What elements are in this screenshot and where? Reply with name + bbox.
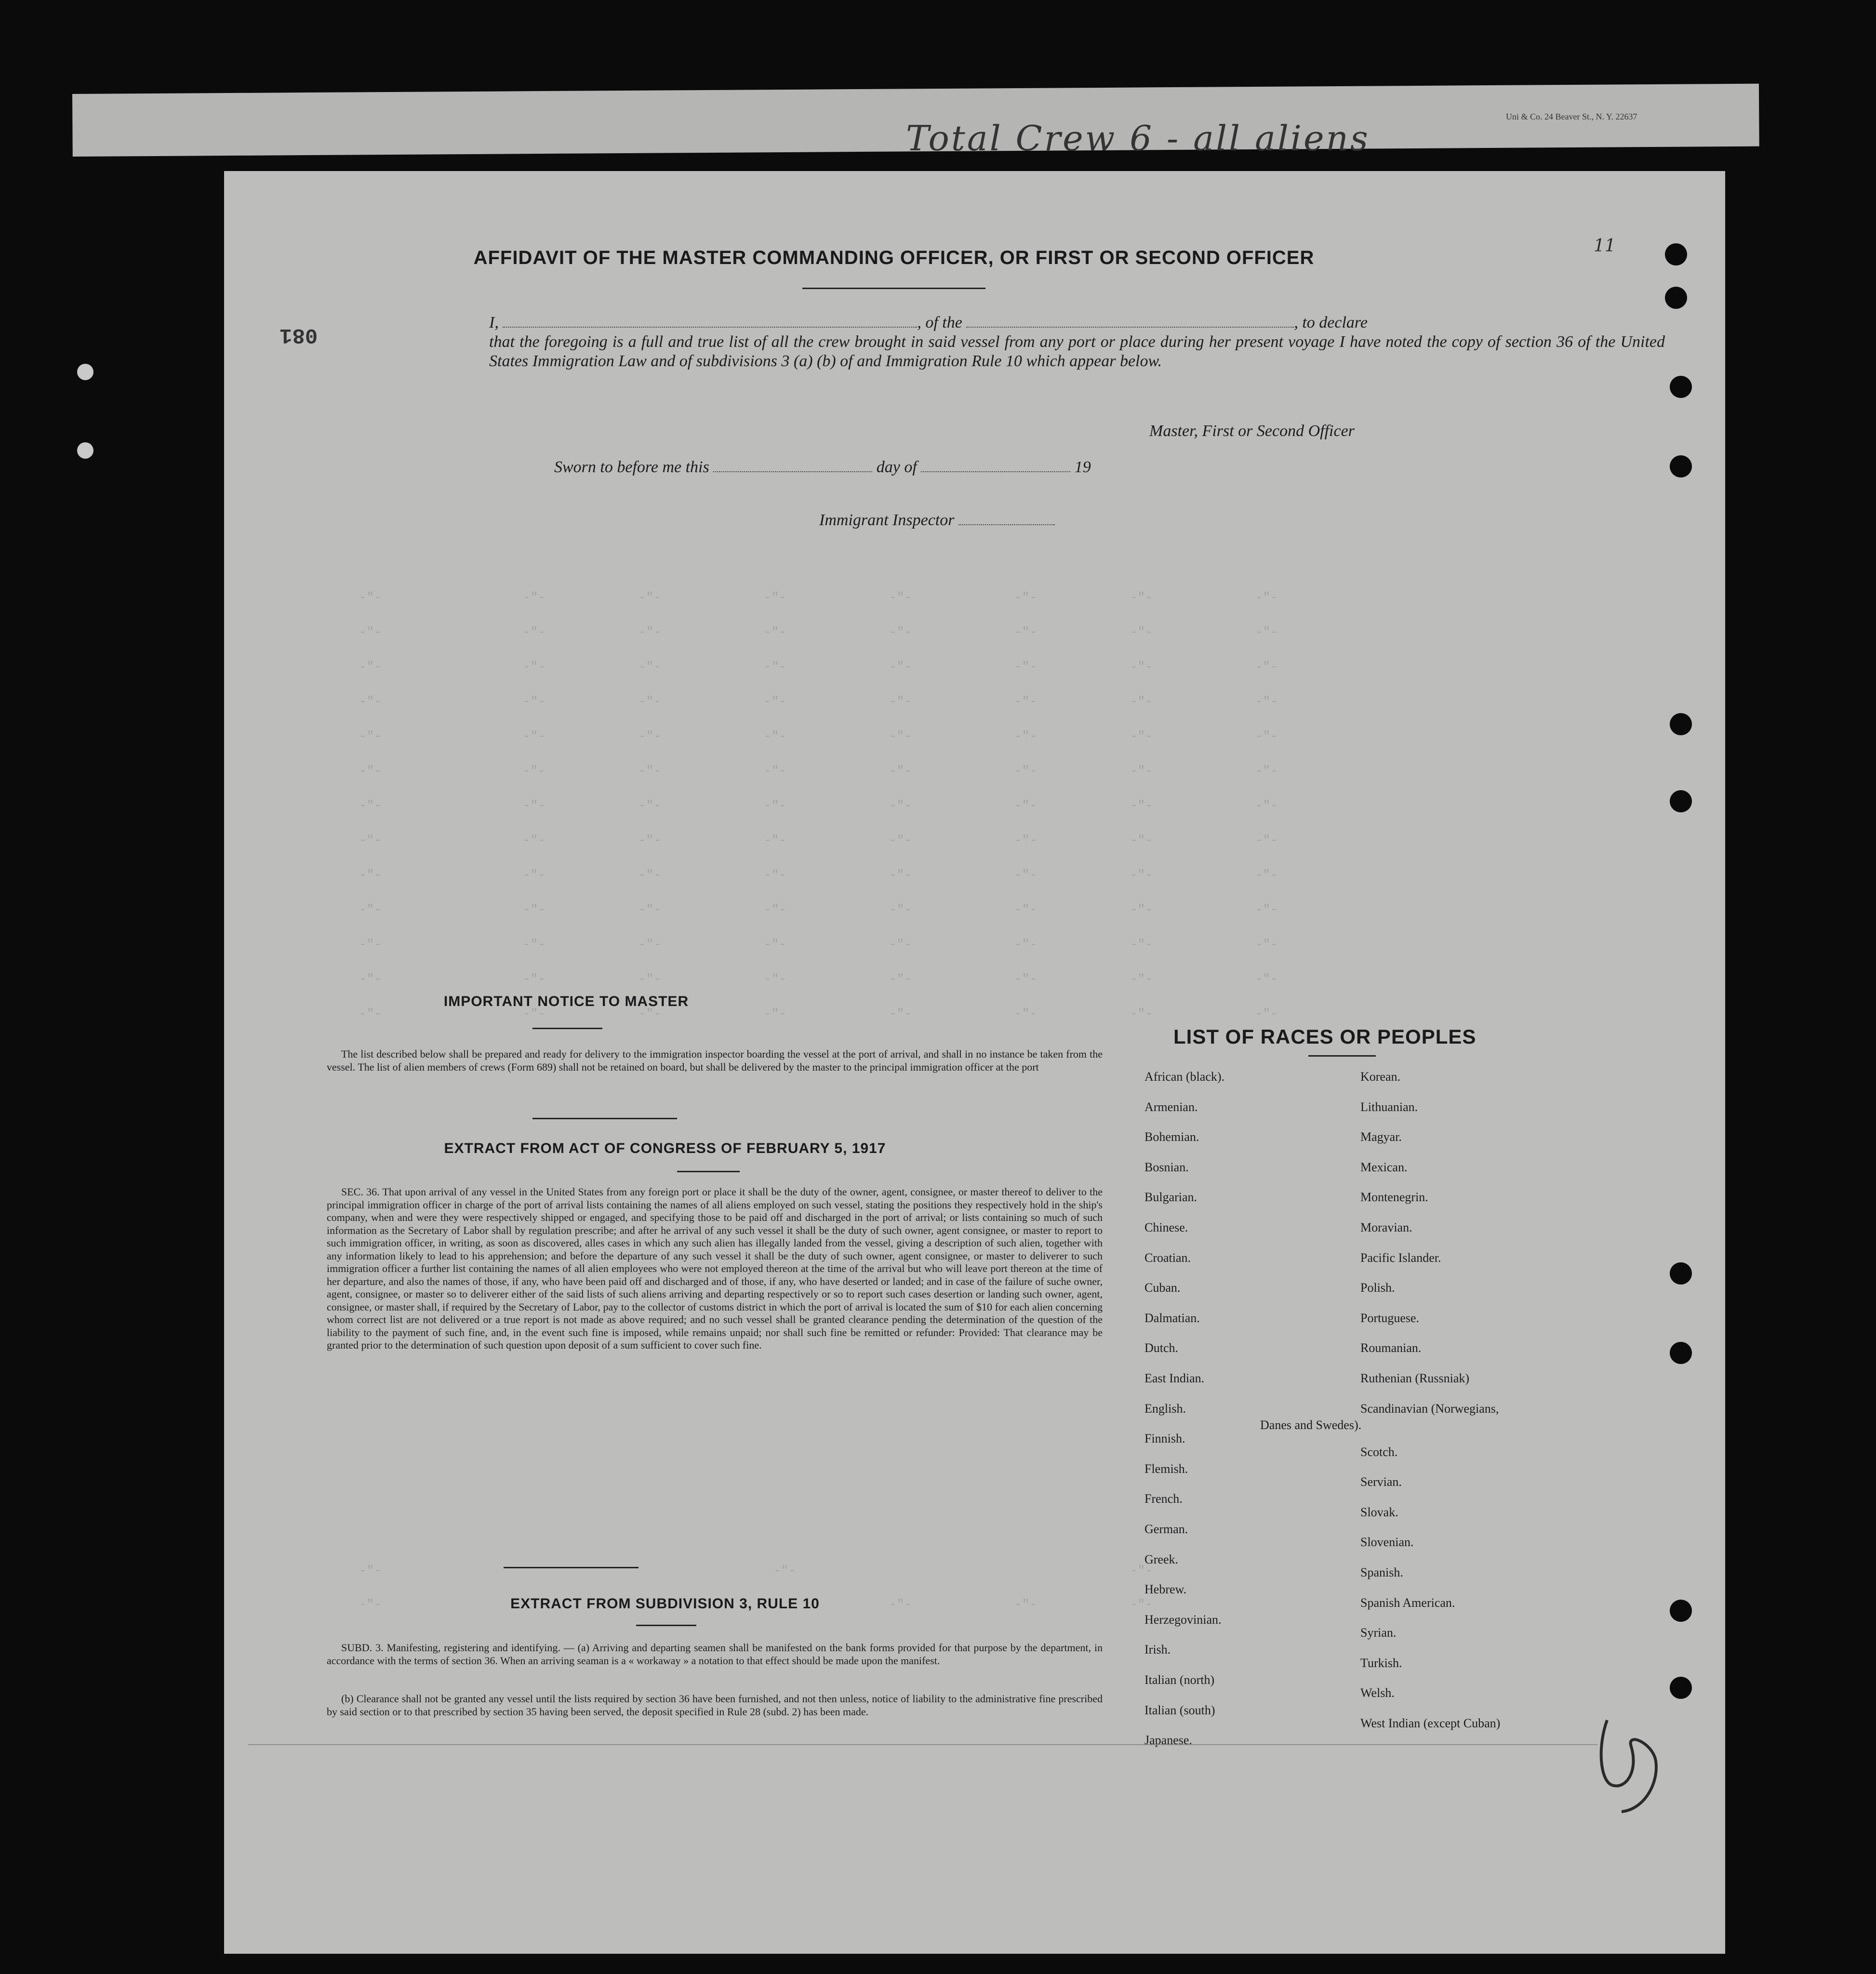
- bleedthrough-ditto: -"-: [639, 625, 661, 639]
- bleedthrough-ditto: -"-: [359, 833, 382, 848]
- bleedthrough-ditto: -"-: [889, 694, 912, 709]
- race-entry: Irish.: [1144, 1643, 1171, 1657]
- bleedthrough-ditto: -"-: [359, 694, 382, 709]
- race-entry: Herzegovinian.: [1144, 1612, 1222, 1627]
- bleedthrough-ditto: -"-: [1014, 937, 1037, 952]
- bleedthrough-ditto: -"-: [889, 798, 912, 813]
- bleedthrough-ditto: -"-: [523, 833, 546, 848]
- races-title: LIST OF RACES OR PEOPLES: [1173, 1025, 1477, 1048]
- binder-hole: [1670, 1677, 1692, 1699]
- bleedthrough-ditto: -"-: [1130, 1597, 1153, 1612]
- bleedthrough-ditto: -"-: [523, 937, 546, 952]
- bleedthrough-ditto: -"-: [889, 937, 912, 952]
- bleedthrough-ditto: -"-: [1255, 625, 1278, 639]
- race-entry: Korean.: [1360, 1070, 1401, 1084]
- binder-hole: [1670, 1262, 1692, 1285]
- bleedthrough-ditto: -"-: [1130, 590, 1153, 605]
- bleedthrough-ditto: -"-: [1130, 729, 1153, 743]
- bleedthrough-ditto: -"-: [1255, 868, 1278, 882]
- bleedthrough-ditto: -"-: [889, 1597, 912, 1612]
- bleedthrough-ditto: -"-: [1014, 902, 1037, 917]
- bleedthrough-ditto: -"-: [1255, 590, 1278, 605]
- bleedthrough-ditto: -"-: [1130, 660, 1153, 674]
- race-entry: Cuban.: [1144, 1281, 1181, 1295]
- bleedthrough-ditto: -"-: [359, 1007, 382, 1021]
- sworn-date-field: [713, 471, 872, 472]
- bleedthrough-ditto: -"-: [1130, 833, 1153, 848]
- race-entry: Scandinavian (Norwegians,: [1360, 1401, 1499, 1416]
- bleedthrough-ditto: -"-: [764, 729, 786, 743]
- inspector-caption: Immigrant Inspector: [819, 511, 955, 529]
- bleedthrough-ditto: -"-: [1255, 694, 1278, 709]
- of-the-text: , of the: [917, 314, 962, 331]
- bleedthrough-ditto: -"-: [764, 764, 786, 778]
- bleedthrough-ditto: -"-: [639, 937, 661, 952]
- bleedthrough-ditto: -"-: [764, 590, 786, 605]
- bleedthrough-ditto: -"-: [1014, 625, 1037, 639]
- bleedthrough-ditto: -"-: [359, 937, 382, 952]
- race-entry: Hebrew.: [1144, 1582, 1187, 1597]
- binder-hole: [1665, 243, 1687, 265]
- corner-page-mark: 11: [1594, 236, 1616, 256]
- rule-title-rule: [636, 1625, 696, 1626]
- rule-para-a: SUBD. 3. Manifesting, registering and identifying. — (a) Arriving and departing seamen shall be manifested on the bank forms provided for that purpose by the department, in accordance with the terms of section 36. When an arriving seaman is a « workaway » a notation to that effect should be made upon the manifest.: [327, 1642, 1103, 1667]
- bleedthrough-ditto: -"-: [889, 729, 912, 743]
- handwritten-scribble-icon: [1593, 1713, 1665, 1814]
- bleedthrough-ditto: -"-: [764, 902, 786, 917]
- race-entry: Bohemian.: [1144, 1130, 1199, 1144]
- bleedthrough-ditto: -"-: [1130, 764, 1153, 778]
- bleedthrough-ditto: -"-: [359, 1563, 382, 1578]
- race-entry: Servian.: [1360, 1475, 1402, 1489]
- race-entry: African (black).: [1144, 1070, 1225, 1084]
- bleedthrough-ditto: -"-: [889, 972, 912, 986]
- bleedthrough-ditto: -"-: [1014, 972, 1037, 986]
- act-extract-title: EXTRACT FROM ACT OF CONGRESS OF FEBRUARY 5, 1917: [444, 1140, 886, 1156]
- to-declare-text: , to declare: [1294, 314, 1368, 331]
- race-entry: East Indian.: [1144, 1371, 1205, 1385]
- bleedthrough-ditto: -"-: [1014, 1597, 1037, 1612]
- bleedthrough-ditto: -"-: [639, 868, 661, 882]
- affidavit-title: AFFIDAVIT OF THE MASTER COMMANDING OFFICER, OR FIRST OR SECOND OFFICER: [473, 247, 1315, 268]
- bleedthrough-ditto: -"-: [359, 590, 382, 605]
- bleedthrough-ditto: -"-: [359, 764, 382, 778]
- binder-hole: [1670, 790, 1692, 812]
- bleedthrough-ditto: -"-: [523, 972, 546, 986]
- race-entry: Syrian.: [1360, 1626, 1397, 1640]
- bleedthrough-ditto: -"-: [359, 798, 382, 813]
- bleedthrough-ditto: -"-: [1130, 868, 1153, 882]
- sworn-month-field: [921, 471, 1070, 472]
- bleedthrough-ditto: -"-: [1014, 764, 1037, 778]
- race-entry: Dalmatian.: [1144, 1311, 1200, 1325]
- race-entry: Moravian.: [1360, 1220, 1412, 1234]
- act-title-rule: [677, 1171, 740, 1172]
- bleedthrough-ditto: -"-: [1255, 729, 1278, 743]
- race-entry: Lithuanian.: [1360, 1100, 1418, 1114]
- bleedthrough-ditto: -"-: [889, 833, 912, 848]
- race-entry: Montenegrin.: [1360, 1190, 1428, 1205]
- bleedthrough-ditto: -"-: [1255, 798, 1278, 813]
- bleedthrough-ditto: -"-: [359, 972, 382, 986]
- affidavit-line-1: [489, 313, 1665, 332]
- bleedthrough-ditto: -"-: [764, 868, 786, 882]
- race-entry: Magyar.: [1360, 1130, 1402, 1144]
- bleedthrough-ditto: -"-: [523, 868, 546, 882]
- races-rule: [1308, 1055, 1376, 1057]
- bleedthrough-ditto: -"-: [1014, 590, 1037, 605]
- bleedthrough-ditto: -"-: [889, 764, 912, 778]
- race-entry: Portuguese.: [1360, 1311, 1420, 1325]
- bleedthrough-ditto: -"-: [889, 1007, 912, 1021]
- bleedthrough-ditto: -"-: [1014, 833, 1037, 848]
- bleedthrough-ditto: -"-: [639, 764, 661, 778]
- bleedthrough-ditto: -"-: [359, 868, 382, 882]
- bleedthrough-ditto: -"-: [639, 902, 661, 917]
- printer-imprint: Uni & Co. 24 Beaver St., N. Y. 22637: [1506, 112, 1637, 121]
- bleedthrough-ditto: -"-: [359, 660, 382, 674]
- section-36-text: SEC. 36. That upon arrival of any vessel in the United States from any foreign port or place it shall be the duty of the owner, agent, consignee, or master thereof to deliver to the principal immigration officer in charge of the port of arrival lists containing the names of all aliens employed on such vessel, stating the positions they respectively hold in the ship's company, when and were they were respectively shipped or engaged, and specifying those to be paid off and discharged in the port of arrival; or lists containing so much of such information as the Secretary of Labor shall by regulation prescribe; and after he arrival of any such vessel it shall be the duty of such owner, agent consignee, or master to report to such immigration officer, in writing, as soon as discovered, alles cases in which any such alien has illegally landed from the vessel, giving a description of such alien, together with any information likely to lead to his apprehension; and before the departure of any such vessel it shall be the duty of such owner, agent consignee, or master to deliverer to such immigration officer a further list containing the names of all alien employees who were not employed thereon at the time of the arrival but who will leave port thereon at the time of her departure, and also the names of those, if any, who have been paid off and discharged and of those, if any, who have deserted or landed; and in case of the failure of suche owner, agent, consignee, or master so to deliverer either of the said lists of such aliens arriving and departing respectively or so to report such cases desertion or landing such owner, agent, consignee, or master shall, if required by the Secretary of Labor, pay to the collector of customs district in which the port of arrival is located the sum of $10 for each alien concerning whom correct list are not delivered or a true report is not made as above required; and no such vessel shall be granted clearance pending the determination of the question of the liability to the payment of such fine, and, in the event such fine is imposed, while remains unpaid; nor shall such fine be remitted or refunder: Provided: That clearance may be granted prior to the determination of such question upon deposit of a sum sufficient to cover such fine.: [327, 1186, 1103, 1351]
- bleedthrough-ditto: -"-: [523, 694, 546, 709]
- race-entry: Dutch.: [1144, 1341, 1179, 1355]
- bleedthrough-ditto: -"-: [1130, 902, 1153, 917]
- race-entry: Italian (north): [1144, 1673, 1215, 1687]
- inspector-signature-field: [958, 524, 1055, 525]
- race-entry: Turkish.: [1360, 1656, 1402, 1670]
- race-entry: Chinese.: [1144, 1220, 1188, 1234]
- declarant-prefix: I,: [489, 314, 499, 331]
- bleedthrough-ditto: -"-: [764, 660, 786, 674]
- act-end-rule: [504, 1567, 639, 1568]
- bleedthrough-ditto: -"-: [1255, 660, 1278, 674]
- bleedthrough-ditto: -"-: [1255, 937, 1278, 952]
- bleedthrough-ditto: -"-: [764, 694, 786, 709]
- bleedthrough-ditto: -"-: [639, 972, 661, 986]
- sworn-day-of: day of: [876, 458, 917, 476]
- race-entry: Danes and Swedes).: [1260, 1418, 1362, 1432]
- race-entry: Slovenian.: [1360, 1535, 1414, 1550]
- race-entry: Flemish.: [1144, 1461, 1188, 1476]
- bleedthrough-ditto: -"-: [639, 694, 661, 709]
- rule-para-b: (b) Clearance shall not be granted any vessel until the lists required by section 36 have been furnished, and not then unless, notice of liability to the administrative fine prescribed by said section or to that prescribed by section 35 having been served, the deposit specified in Rule 28 (subd. 2) has been made.: [327, 1693, 1103, 1718]
- bleedthrough-ditto: -"-: [1014, 798, 1037, 813]
- notice-rule: [532, 1028, 602, 1029]
- bleedthrough-ditto: -"-: [764, 798, 786, 813]
- bleedthrough-ditto: -"-: [889, 660, 912, 674]
- bleedthrough-ditto: -"-: [523, 902, 546, 917]
- bleedthrough-ditto: -"-: [1255, 833, 1278, 848]
- race-entry: Slovak.: [1360, 1505, 1398, 1519]
- bleedthrough-ditto: -"-: [523, 660, 546, 674]
- handwritten-crew-note: Total Crew 6 - all aliens: [906, 118, 1370, 159]
- bleedthrough-ditto: -"-: [1130, 1563, 1153, 1578]
- vessel-name-field: [966, 327, 1294, 328]
- bleedthrough-ditto: -"-: [639, 660, 661, 674]
- binder-hole-left-2: [77, 442, 93, 459]
- bleedthrough-ditto: -"-: [764, 1007, 786, 1021]
- binder-hole: [1670, 1600, 1692, 1622]
- bleedthrough-ditto: -"-: [359, 729, 382, 743]
- race-entry: Spanish.: [1360, 1565, 1403, 1579]
- bleedthrough-ditto: -"-: [1130, 625, 1153, 639]
- race-entry: Welsh.: [1360, 1686, 1395, 1700]
- bleedthrough-ditto: -"-: [764, 625, 786, 639]
- bleedthrough-ditto: -"-: [1130, 694, 1153, 709]
- binder-hole: [1670, 713, 1692, 735]
- bleedthrough-ditto: -"-: [1014, 1007, 1037, 1021]
- bleedthrough-ditto: -"-: [1014, 660, 1037, 674]
- bleedthrough-ditto: -"-: [1130, 798, 1153, 813]
- bleedthrough-ditto: -"-: [1014, 729, 1037, 743]
- bleedthrough-ditto: -"-: [889, 902, 912, 917]
- rule-extract-title: EXTRACT FROM SUBDIVISION 3, RULE 10: [510, 1596, 820, 1612]
- bleedthrough-ditto: -"-: [1255, 972, 1278, 986]
- bleedthrough-ditto: -"-: [523, 1007, 546, 1021]
- bleedthrough-ditto: -"-: [1255, 764, 1278, 778]
- affidavit-body: that the foregoing is a full and true list of all the crew brought in said vessel from any port or place during her present voyage I have noted the copy of section 36 of the United States Immigration Law and of subdivisions 3 (a) (b) of and Immigration Rule 10 which appear below.: [489, 333, 1665, 370]
- race-entry: Japanese.: [1144, 1733, 1192, 1748]
- bleedthrough-ditto: -"-: [523, 729, 546, 743]
- bleedthrough-ditto: -"-: [359, 902, 382, 917]
- bleedthrough-ditto: -"-: [889, 625, 912, 639]
- race-entry: Ruthenian (Russniak): [1360, 1371, 1470, 1385]
- sworn-line: [554, 458, 1091, 477]
- bleedthrough-ditto: -"-: [889, 868, 912, 882]
- bleedthrough-ditto: -"-: [639, 729, 661, 743]
- binder-hole: [1665, 287, 1687, 309]
- bleedthrough-ditto: -"-: [1014, 868, 1037, 882]
- bleedthrough-ditto: -"-: [1130, 972, 1153, 986]
- handwritten-mark: [1593, 1713, 1665, 1828]
- bleedthrough-ditto: -"-: [773, 1563, 796, 1578]
- race-entry: Armenian.: [1144, 1100, 1198, 1114]
- race-entry: German.: [1144, 1522, 1188, 1536]
- bleedthrough-ditto: -"-: [1014, 694, 1037, 709]
- bleedthrough-ditto: -"-: [1255, 902, 1278, 917]
- race-entry: Pacific Islander.: [1360, 1250, 1441, 1265]
- bleedthrough-ditto: -"-: [764, 972, 786, 986]
- bleedthrough-ditto: -"-: [359, 1597, 382, 1612]
- bottom-rule: [248, 1744, 1597, 1745]
- sworn-prefix: Sworn to before me this: [554, 458, 709, 476]
- inspector-line: [819, 511, 1055, 530]
- bleedthrough-ditto: -"-: [359, 625, 382, 639]
- bleedthrough-ditto: -"-: [889, 590, 912, 605]
- race-entry: Roumanian.: [1360, 1341, 1422, 1355]
- notice-body: The list described below shall be prepared and ready for delivery to the immigration inspector boarding the vessel at the port of arrival, and shall in no instance be taken from the vessel. The list of alien members of crews (Form 689) shall not be retained on board, but shall be delivered by the master to the principal immigration officer at the port: [327, 1048, 1103, 1073]
- declarant-name-field: [503, 327, 917, 328]
- bleedthrough-ditto: -"-: [523, 798, 546, 813]
- stamp-number: 081: [279, 323, 318, 347]
- race-entry: Bosnian.: [1144, 1160, 1189, 1174]
- race-entry: Spanish American.: [1360, 1595, 1455, 1610]
- race-entry: Italian (south): [1144, 1703, 1215, 1717]
- bleedthrough-ditto: -"-: [1130, 1007, 1153, 1021]
- bleedthrough-ditto: -"-: [523, 625, 546, 639]
- bleedthrough-ditto: -"-: [764, 833, 786, 848]
- title-rule: [802, 288, 985, 289]
- race-entry: French.: [1144, 1492, 1183, 1506]
- notice-end-rule: [532, 1118, 677, 1119]
- bleedthrough-ditto: -"-: [639, 1007, 661, 1021]
- race-entry: Croatian.: [1144, 1250, 1191, 1265]
- bleedthrough-ditto: -"-: [523, 590, 546, 605]
- binder-hole: [1670, 455, 1692, 477]
- bleedthrough-ditto: -"-: [639, 590, 661, 605]
- race-entry: Polish.: [1360, 1281, 1395, 1295]
- master-signature-caption: Master, First or Second Officer: [1149, 422, 1355, 440]
- bleedthrough-ditto: -"-: [764, 937, 786, 952]
- race-entry: Mexican.: [1360, 1160, 1408, 1174]
- bleedthrough-ditto: -"-: [1130, 937, 1153, 952]
- bleedthrough-ditto: -"-: [639, 833, 661, 848]
- sworn-year: 19: [1074, 458, 1091, 476]
- binder-hole-left-1: [77, 364, 93, 380]
- bleedthrough-ditto: -"-: [523, 764, 546, 778]
- binder-hole: [1670, 376, 1692, 398]
- race-entry: English.: [1144, 1401, 1186, 1416]
- binder-hole: [1670, 1342, 1692, 1364]
- race-entry: Bulgarian.: [1144, 1190, 1197, 1205]
- notice-title: IMPORTANT NOTICE TO MASTER: [443, 994, 689, 1009]
- manifest-page: [224, 171, 1725, 1954]
- race-entry: West Indian (except Cuban): [1360, 1716, 1501, 1730]
- bleedthrough-ditto: -"-: [1255, 1007, 1278, 1021]
- race-entry: Greek.: [1144, 1552, 1179, 1566]
- race-entry: Finnish.: [1144, 1431, 1185, 1446]
- bleedthrough-ditto: -"-: [639, 798, 661, 813]
- race-entry: Scotch.: [1360, 1444, 1398, 1459]
